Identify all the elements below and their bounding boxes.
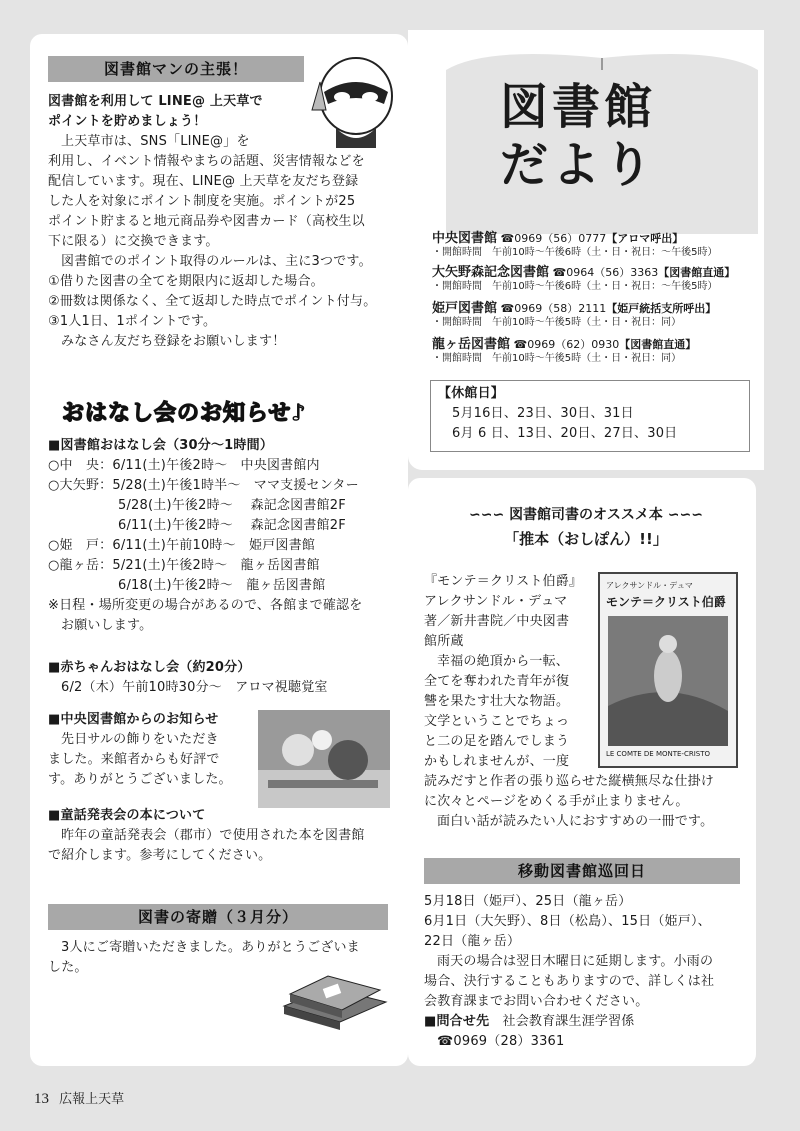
notice-head: ■中央図書館からのお知らせ: [48, 712, 219, 727]
schedule-row: 6/11(土)午後2時～ 森記念図書館2F: [118, 518, 346, 533]
mobile-rain: 会教育課までお問い合わせください。: [424, 994, 649, 1009]
notice-line: 先日サルの飾りをいただき: [61, 732, 219, 747]
mobile-line: 5月18日（姫戸）、25日（龍ヶ岳）: [424, 894, 632, 909]
mascot-body-line: ポイント貯まると地元商品券や図書カード（高校生以: [48, 214, 365, 229]
ohanashi-title: おはなし会のお知らせ♪: [62, 401, 307, 426]
schedule-row: ○龍ヶ岳：5/21(土)午後2時～ 龍ヶ岳図書館: [48, 558, 320, 573]
schedule-note: ※日程・場所変更の場合があるので、各館まで確認を: [48, 598, 363, 613]
mascot-body-line: 上天草市は、SNS「LINE@」を: [61, 134, 250, 149]
mobile-line: 6月1日（大矢野）、8日（松島）、15日（姫戸）、: [424, 914, 711, 929]
library-hours: ・開館時間 午前10時～午後5時（土・日・祝日：同）: [432, 353, 682, 364]
story-head: ■童話発表会の本について: [48, 808, 206, 823]
recommend-title-row: [426, 504, 746, 524]
mascot-body-line: 下に限る）に交換できます。: [48, 234, 219, 249]
book-desc: かもしれませんが、一度: [424, 754, 570, 769]
book-desc: 面白い話が読みたい人におすすめの一冊です。: [437, 814, 714, 829]
mobile-rain: 場合、決行することもありますので、詳しくは社: [424, 974, 715, 989]
library-ryugatake: [432, 338, 696, 366]
books-icon: [280, 966, 390, 1030]
ohanashi-head: ■図書館おはなし会（30分～1時間）: [48, 438, 274, 453]
library-tel: ☎0964（56）3363: [552, 266, 659, 279]
mascot-lead-line: 図書館を利用して LINE@ 上天草で: [48, 94, 263, 109]
schedule-row: 6/18(土)午後2時～ 龍ヶ岳図書館: [118, 578, 326, 593]
recommend-subtitle: 「推本（おしぽん）!!」: [504, 530, 668, 548]
book-desc: 読みだすと作者の張り巡らせた縦横無尽な仕掛け: [424, 774, 715, 789]
cover-title: モンテ＝クリスト伯爵: [606, 595, 726, 609]
mascot-title: 図書館マンの主張！: [48, 56, 304, 82]
library-name: 大矢野森記念図書館: [432, 265, 550, 280]
book-desc: 文学ということでちょっ: [424, 714, 570, 729]
library-hours: ・開館時間 午前10時～午後6時（土・日・祝日：～午後5時）: [432, 247, 718, 258]
library-tel: ☎0969（56）0777: [500, 232, 607, 245]
contact-dept: 社会教育課生涯学習係: [502, 1014, 635, 1029]
mascot-rule: ①借りた図書の全てを期限内に返却した場合。: [48, 274, 324, 289]
ohanashi-schedule: [48, 436, 362, 636]
footer: [34, 1088, 124, 1108]
news-title-1: 図書館: [500, 79, 657, 135]
cover-illustration: [608, 616, 728, 746]
mascot-rule: ②冊数は関係なく、全て返却した時点でポイント付与。: [48, 294, 377, 309]
library-central: [432, 232, 717, 260]
book-line: 著／新井書院／中央図書: [424, 614, 570, 629]
donation-title: 図書の寄贈（３月分）: [48, 904, 388, 930]
library-oyano: [432, 266, 735, 294]
contact-tel: ☎0969（28）3361: [437, 1034, 565, 1049]
library-name: 龍ヶ岳図書館: [432, 337, 511, 352]
library-note: 【図書館直通】: [658, 266, 736, 279]
mobile-schedule: [424, 892, 714, 1052]
story-line: 昨年の童話発表会（郡市）で使用された本を図書館: [61, 828, 365, 843]
book-line: アレクサンドル・デュマ: [424, 594, 568, 609]
donation-line: した。: [48, 960, 88, 975]
baby-section: [48, 658, 328, 698]
closed-line: 5月16日、23日、30日、31日: [452, 406, 634, 421]
notice-line: す。ありがとうございました。: [48, 772, 232, 787]
notice-section: [48, 710, 232, 790]
book-line: 『モンテ＝クリスト伯爵』: [424, 574, 583, 589]
mascot-lead-line: ポイントを貯めましょう！: [48, 114, 207, 129]
library-name: 中央図書館: [432, 231, 498, 246]
schedule-row: 5/28(土)午後2時～ 森記念図書館2F: [118, 498, 346, 513]
recommend-title: 図書館司書のオススメ本: [509, 507, 663, 523]
news-title-2: だより: [500, 137, 657, 193]
ornament-left-icon: ∽∽∽: [468, 507, 510, 523]
book-desc: と二の足を踏んでしまう: [424, 734, 570, 749]
cover-subtitle: LE COMTE DE MONTE-CRISTO: [606, 750, 711, 758]
story-section: [48, 806, 365, 866]
library-name: 姫戸図書館: [432, 301, 498, 316]
schedule-note: お願いします。: [61, 618, 153, 633]
mobile-rain: 雨天の場合は翌日木曜日に延期します。小雨の: [437, 954, 714, 969]
mobile-line: 22日（龍ヶ岳）: [424, 934, 521, 949]
page-number: 13: [34, 1091, 49, 1107]
story-line: で紹介します。参考にしてください。: [48, 848, 272, 863]
book-line: 館所蔵: [424, 634, 464, 649]
library-note: 【図書館直通】: [619, 338, 697, 351]
closed-head: 【休館日】: [438, 386, 505, 401]
library-tel: ☎0969（62）0930: [513, 338, 620, 351]
donation-line: 3人にご寄贈いただきました。ありがとうございま: [61, 940, 360, 955]
ornament-right-icon: ∽∽∽: [662, 507, 703, 523]
book-desc: 全てを奪われた青年が復: [424, 674, 570, 689]
schedule-row: ○大矢野：5/28(土)午後1時半～ ママ支援センター: [48, 478, 359, 493]
book-desc: 讐を果たす壮大な物語。: [424, 694, 570, 709]
mascot-lead: [48, 92, 263, 132]
contact-head: ■問合せ先: [424, 1014, 490, 1029]
mascot-body-line: 利用し、イベント情報やまちの話題、災害情報などを: [48, 154, 365, 169]
library-note: 【アロマ呼出】: [606, 232, 684, 245]
book-desc: に次々とページをめくる手が止まりません。: [424, 794, 689, 809]
library-hours: ・開館時間 午前10時～午後5時（土・日・祝日：同）: [432, 317, 682, 328]
mobile-title: 移動図書館巡回日: [424, 858, 740, 884]
monkey-photo: [258, 710, 390, 808]
schedule-row: ○中 央：6/11(土)午後2時～ 中央図書館内: [48, 458, 320, 473]
baby-head: ■赤ちゃんおはなし会（約20分）: [48, 660, 251, 675]
book-cover: [598, 572, 738, 768]
closed-line: 6月 6 日、13日、20日、27日、30日: [452, 426, 678, 441]
publication-name: 広報上天草: [59, 1092, 125, 1107]
mascot-body: [48, 132, 376, 352]
library-note: 【姫戸統括支所呼出】: [606, 302, 717, 315]
library-tel: ☎0969（58）2111: [500, 302, 607, 315]
mascot-rules-intro: 図書館でのポイント取得のルールは、主に3つです。: [61, 254, 372, 269]
mascot-rule: ③1人1日、1ポイントです。: [48, 314, 217, 329]
mascot-body-line: した人を対象にポイント制度を実施。ポイントが25: [48, 194, 356, 209]
library-himedo: [432, 302, 716, 330]
cover-author: アレクサンドル・デュマ: [606, 581, 693, 590]
book-desc: 幸福の絶頂から一転、: [437, 654, 570, 669]
closed-days: [438, 384, 677, 444]
schedule-row: ○姫 戸：6/11(土)午前10時～ 姫戸図書館: [48, 538, 316, 553]
library-hours: ・開館時間 午前10時～午後6時（土・日・祝日：～午後5時）: [432, 281, 718, 292]
baby-row: 6/2（木）午前10時30分～ アロマ視聴覚室: [61, 680, 328, 695]
mascot-body-line: 配信しています。現在、LINE@ 上天草を友だち登録: [48, 174, 359, 189]
notice-line: ました。来館者からも好評で: [48, 752, 220, 767]
mascot-closing: みなさん友だち登録をお願いします！: [61, 334, 286, 349]
